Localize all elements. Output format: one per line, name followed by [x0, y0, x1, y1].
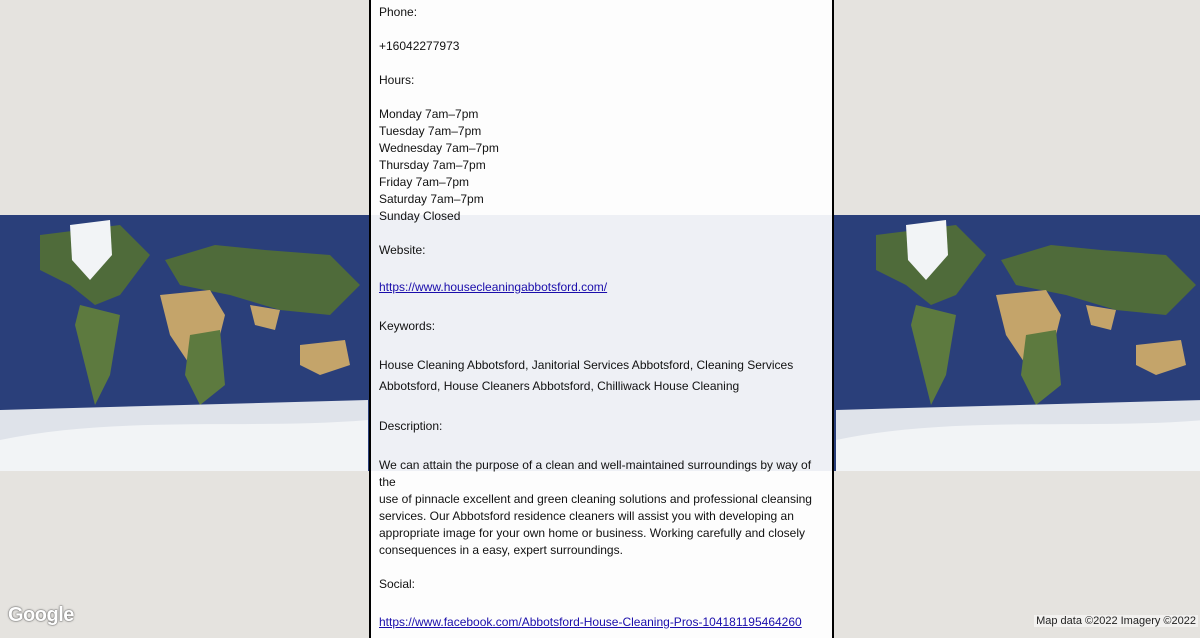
map-attribution[interactable]: Map data ©2022 Imagery ©2022 [1036, 615, 1196, 627]
hours-monday: Monday 7am–7pm [379, 107, 479, 121]
hours-label: Hours: [379, 73, 415, 87]
keywords-label: Keywords: [379, 319, 436, 333]
business-info-panel [369, 0, 834, 638]
website-label: Website: [379, 243, 426, 257]
social-label: Social: [379, 577, 416, 591]
description-line-2: use of pinnacle excellent and green cleaning solutions and professional cleansing [379, 492, 812, 506]
description-line-5: consequences in a easy, expert surroundings. [379, 543, 623, 557]
world-map-imagery-left [0, 215, 368, 471]
hours-wednesday: Wednesday 7am–7pm [379, 141, 499, 155]
phone-number: +16042277973 [379, 39, 460, 53]
description-line-1: We can attain the purpose of a clean and well-maintained surroundings by way of the [379, 458, 812, 489]
hours-saturday: Saturday 7am–7pm [379, 192, 484, 206]
google-logo[interactable]: Google [8, 604, 74, 626]
website-link[interactable]: https://www.housecleaningabbotsford.com/ [379, 280, 608, 294]
phone-label: Phone: [379, 5, 418, 19]
hours-sunday: Sunday Closed [379, 209, 461, 223]
description-line-4: appropriate image for your own home or business. Working carefully and closely [379, 526, 805, 540]
social-link[interactable]: https://www.facebook.com/Abbotsford-House-Cleaning-Pros-104181195464260 [379, 615, 802, 629]
hours-thursday: Thursday 7am–7pm [379, 158, 486, 172]
map-tile-right[interactable] [836, 215, 1200, 471]
hours-tuesday: Tuesday 7am–7pm [379, 124, 482, 138]
description-label: Description: [379, 419, 443, 433]
keywords-line-1: House Cleaning Abbotsford, Janitorial Services Abbotsford, Cleaning Services [379, 358, 794, 372]
world-map-imagery-right [836, 215, 1200, 471]
description-line-3: services. Our Abbotsford residence cleaners will assist you with developing an [379, 509, 794, 523]
keywords-line-2: Abbotsford, House Cleaners Abbotsford, Chilliwack House Cleaning [379, 379, 740, 393]
map-tile-left[interactable] [0, 215, 368, 471]
hours-friday: Friday 7am–7pm [379, 175, 470, 189]
